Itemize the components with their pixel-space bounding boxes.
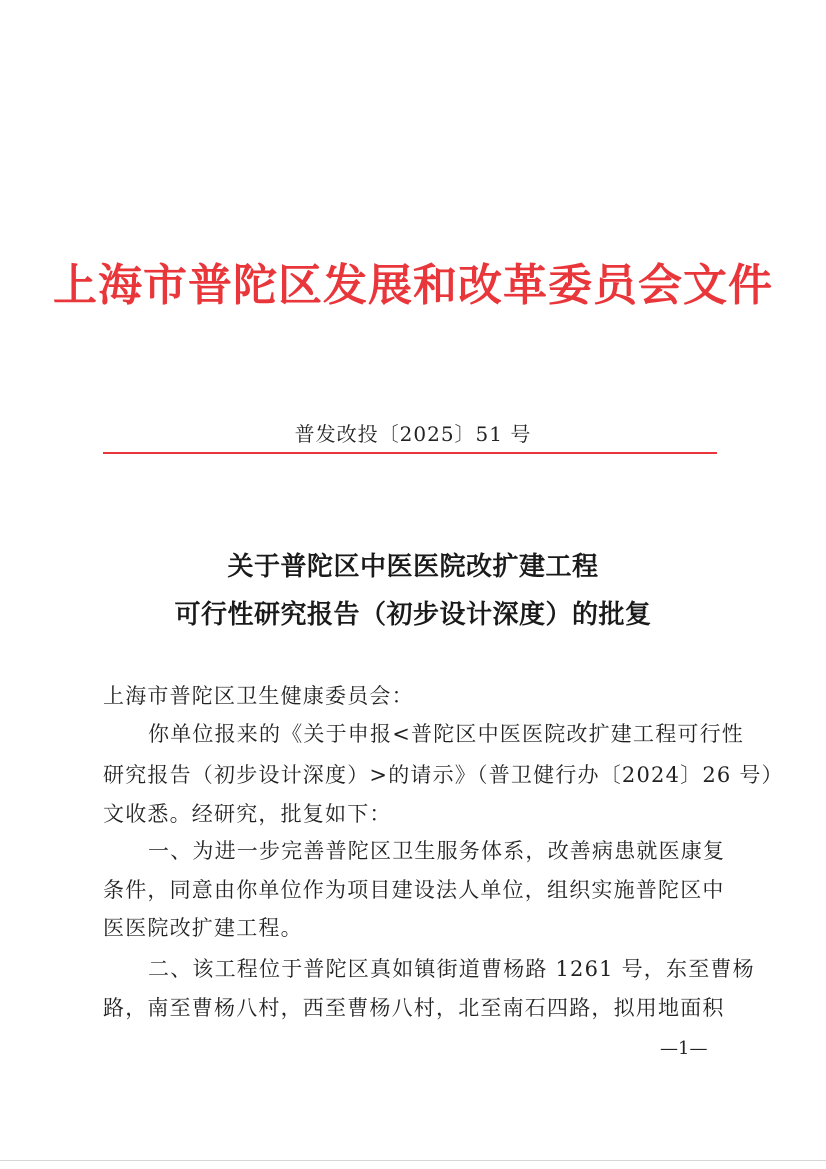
body-line-6: 医医院改扩建工程。 — [103, 916, 303, 940]
page-number: —1— — [660, 1038, 708, 1059]
body-line-2: 研究报告（初步设计深度）>的请示》（普卫健行办〔2024〕26 号） — [103, 763, 784, 787]
addressee: 上海市普陀区卫生健康委员会： — [103, 684, 414, 708]
issuer-header: 上海市普陀区发展和改革委员会文件 — [53, 260, 773, 311]
body-line-8: 路，南至曹杨八村，西至曹杨八村，北至南石四路，拟用地面积 — [103, 996, 725, 1020]
body-line-7: 二、该工程位于普陀区真如镇街道曹杨路 1261 号，东至曹杨 — [148, 957, 755, 981]
document-title-line-2: 可行性研究报告（初步设计深度）的批复 — [174, 600, 652, 630]
page-bottom-edge — [0, 1160, 826, 1161]
document-number: 普发改投〔2025〕51 号 — [294, 422, 532, 446]
red-divider — [103, 452, 717, 454]
document-title-line-1: 关于普陀区中医医院改扩建工程 — [227, 552, 599, 582]
body-line-1: 你单位报来的《关于申报<普陀区中医医院改扩建工程可行性 — [148, 722, 744, 746]
body-line-3: 文收悉。经研究，批复如下： — [103, 802, 392, 826]
body-line-4: 一、为进一步完善普陀区卫生服务体系，改善病患就医康复 — [148, 839, 726, 863]
body-line-5: 条件，同意由你单位作为项目建设法人单位，组织实施普陀区中 — [103, 878, 725, 902]
